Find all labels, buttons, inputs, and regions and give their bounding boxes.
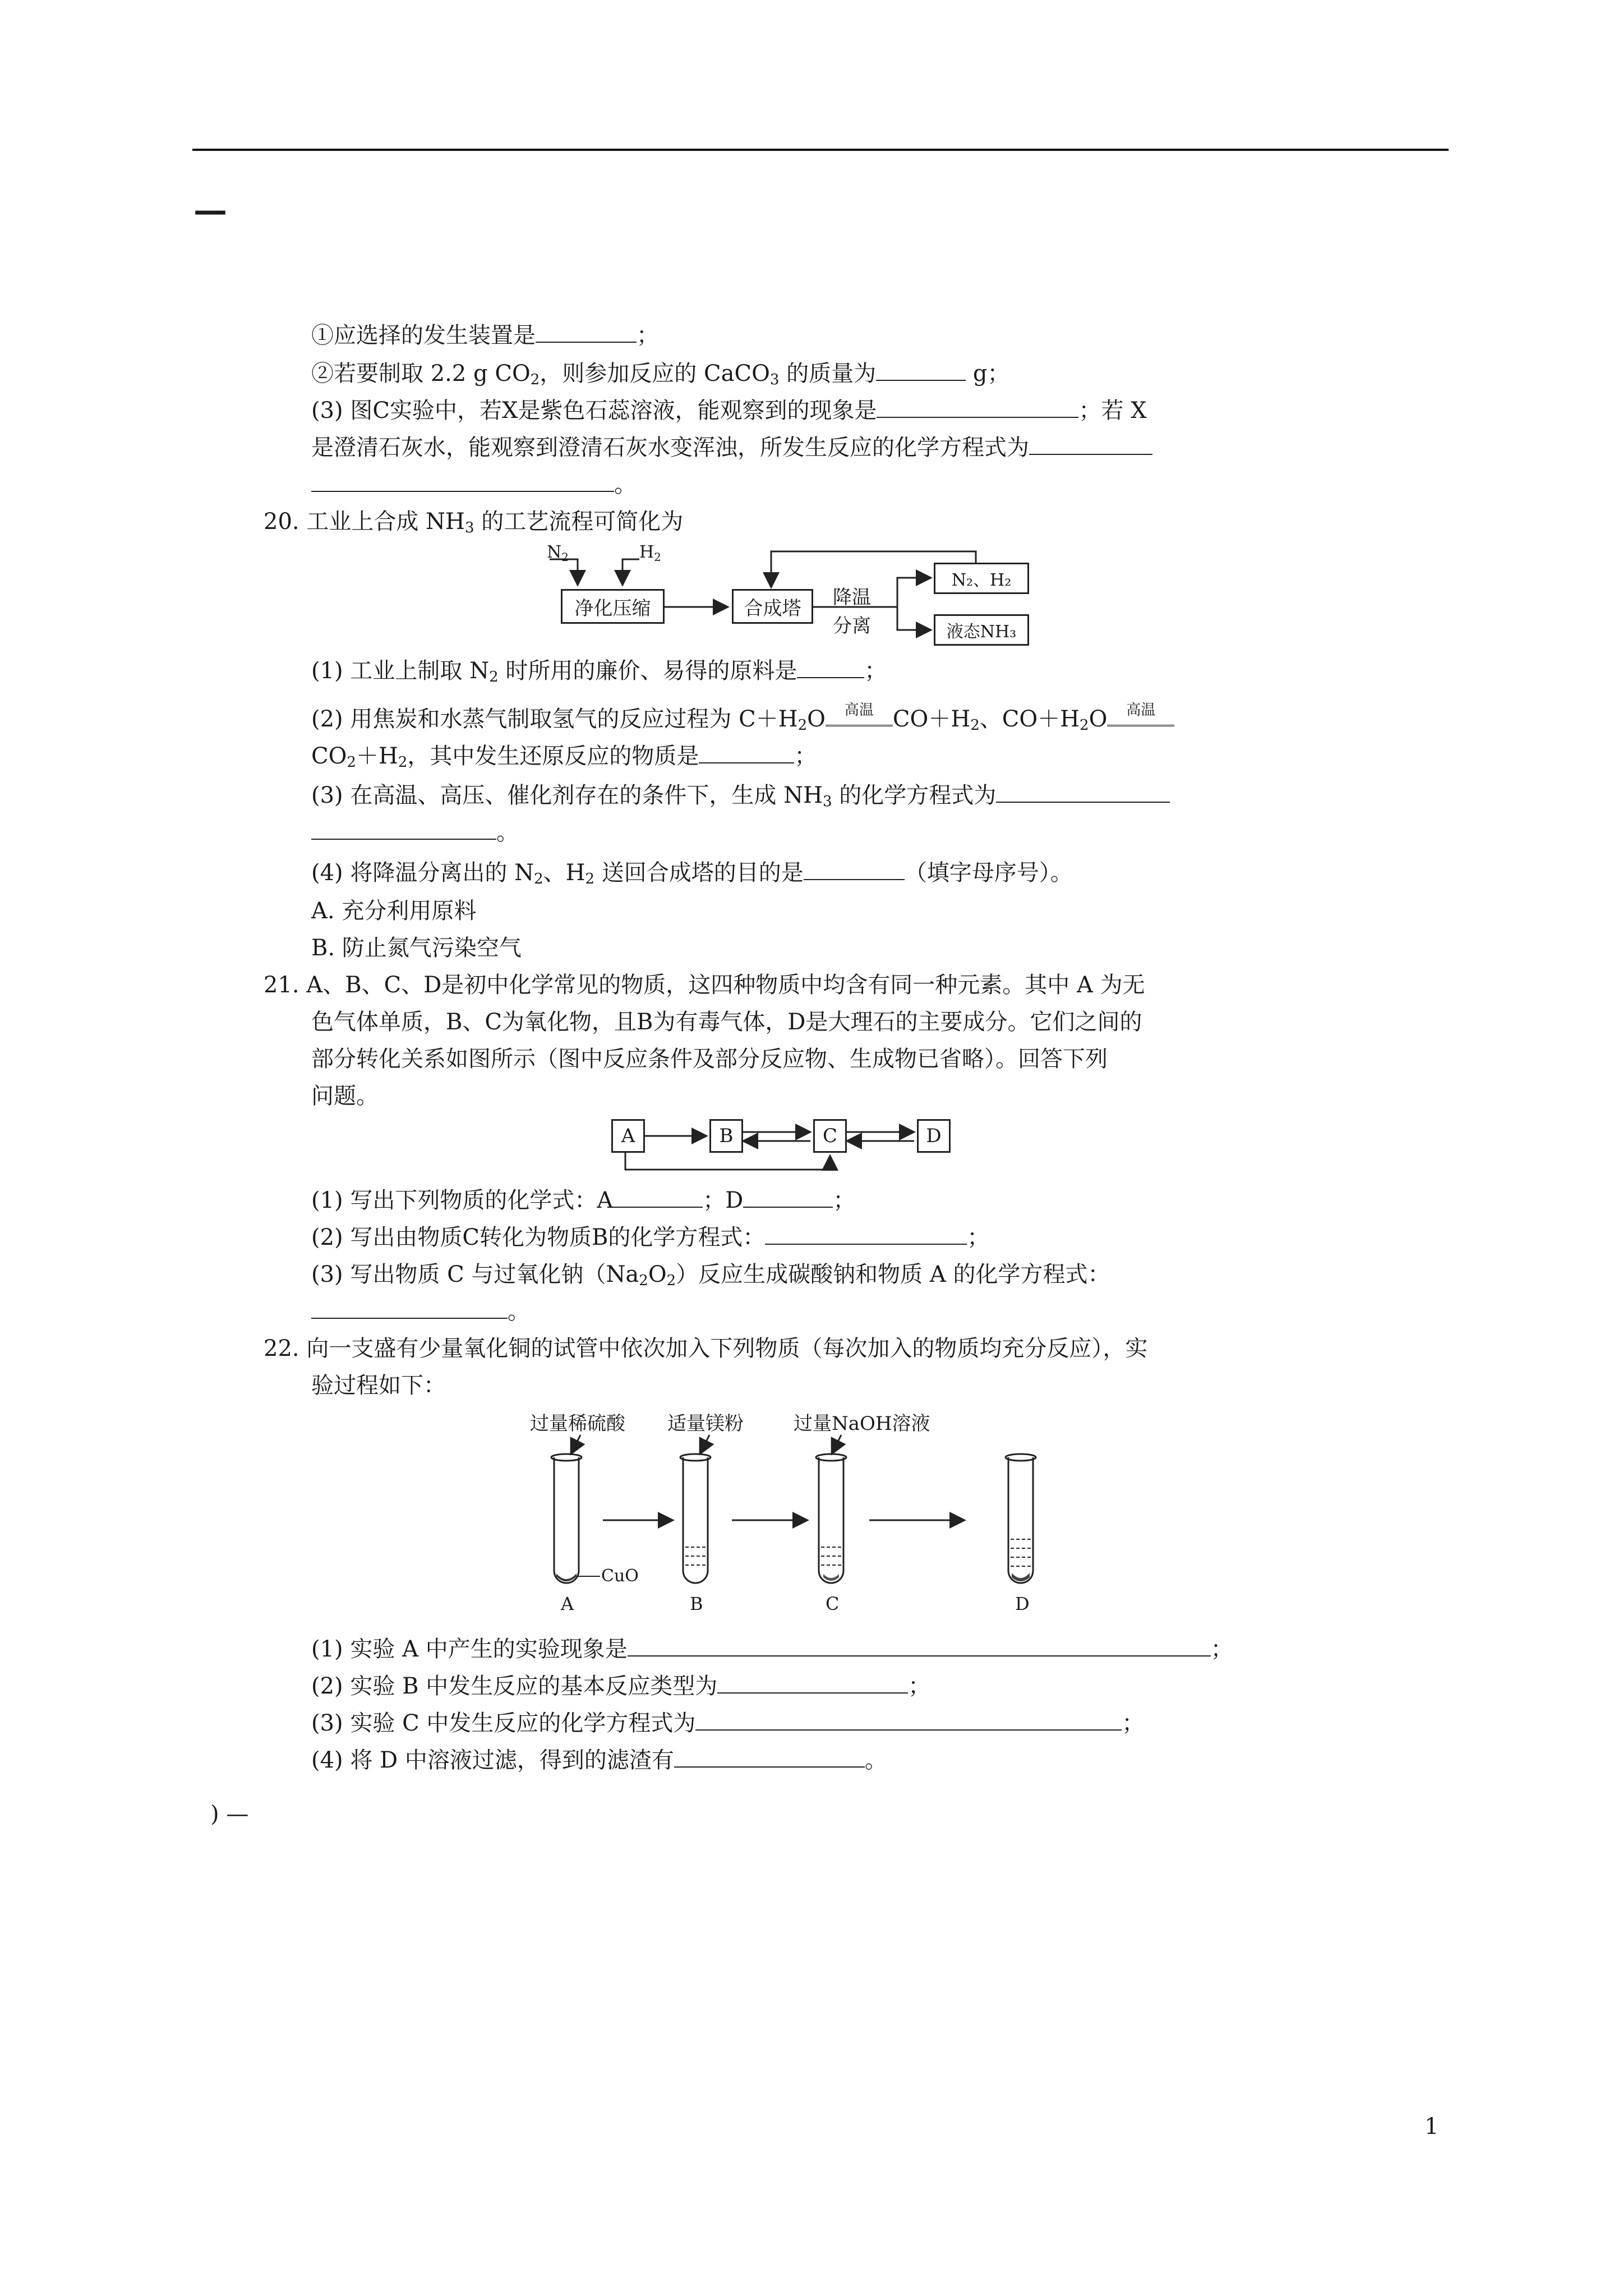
q21-stem-line3: 部分转化关系如图所示（图中反应条件及部分反应物、生成物已省略）。回答下列: [311, 1046, 1108, 1072]
q20-purify-box: 净化压缩: [561, 589, 665, 624]
header-rule: [192, 149, 1449, 151]
q20-part4: (4) 将降温分离出的 $N_2$、$H_2$ 送回合成塔的目的是 （填字母序号）。: [311, 860, 1073, 887]
q22-reagent-2: 适量镁粉: [667, 1412, 744, 1435]
q22-answer-blank-3[interactable]: [695, 1709, 1122, 1731]
q21-box-a: A: [611, 1119, 645, 1153]
q22-answer-blank-4[interactable]: [674, 1746, 865, 1768]
q20-option-b: B. 防止氮气污染空气: [311, 935, 522, 961]
q21-answer-blank-d[interactable]: [743, 1186, 833, 1208]
q20-cool-label: 降温: [833, 586, 871, 609]
q21-stem-line2: 色气体单质，B、C为氧化物，且B为有毒气体，D是大理石的主要成分。它们之间的: [311, 1009, 1142, 1035]
q20-condition-high-temp-1: 高温: [826, 712, 893, 726]
q22-part2: (2) 实验 B 中发生反应的基本反应类型为 ；: [311, 1673, 931, 1699]
q20-answer-blank-1[interactable]: [797, 657, 864, 678]
q20-option-a: A. 充分利用原料: [311, 898, 477, 924]
q19-line4: 是澄清石灰水，能观察到澄清石灰水变浑浊，所发生反应的化学方程式为: [311, 433, 1152, 462]
q20-answer-blank-3a[interactable]: [996, 781, 1170, 803]
q21-relation-diagram: [611, 1116, 959, 1184]
q21-answer-blank-a[interactable]: [613, 1186, 703, 1208]
q20-part2-cont: $CO_2+H_2$，其中发生还原反应的物质是 ；: [311, 743, 817, 771]
q19-line5: 。: [311, 470, 637, 499]
q22-part4: (4) 将 D 中溶液过滤，得到的滤渣有 。: [311, 1747, 887, 1773]
q20-answer-blank-2[interactable]: [699, 742, 794, 763]
q22-test-tube-diagram: [522, 1408, 1082, 1632]
q20-part3-cont: 。: [311, 818, 519, 847]
q22-tube-label-b: B: [690, 1593, 703, 1614]
q22-reagent-1: 过量稀硫酸: [530, 1412, 625, 1435]
q21-box-d: D: [917, 1119, 951, 1153]
q22-part3: (3) 实验 C 中发生反应的化学方程式为 ；: [311, 1710, 1145, 1736]
q19-line2: ②若要制取 2.2 g $CO_2$，则参加反应的 CaCO$_3$ 的质量为 g；: [311, 361, 1010, 388]
q20-n2-label: $N_2$: [547, 542, 569, 564]
q22-tube-label-a: A: [561, 1593, 574, 1614]
q19-answer-blank-4b[interactable]: [311, 471, 614, 492]
page-number: 1: [1424, 2114, 1439, 2139]
q20-answer-blank-4[interactable]: [804, 859, 905, 880]
q22-tubes-drawing: [522, 1408, 1082, 1632]
q20-title: 20. 工业上合成 $NH_3$ 的工艺流程可简化为: [264, 509, 684, 536]
q20-part2: (2) 用焦炭和水蒸气制取氢气的反应过程为 $C+H_2O$ 高温 $CO+H_2$、$CO+H_2O$ 高温: [311, 705, 1174, 740]
q20-part1: (1) 工业上制取 $N_2$ 时所用的廉价、易得的原料是 ；: [311, 658, 887, 685]
q20-liquid-nh3-box: 液态NH₃: [934, 614, 1029, 646]
q19-line1: ①应选择的发生装置是 ；: [311, 323, 659, 348]
q20-part3: (3) 在高温、高压、催化剂存在的条件下，生成 $NH_3$ 的化学方程式为: [311, 781, 1170, 816]
q20-h2-label: $H_2$: [639, 542, 661, 564]
q21-relation-arrows: [611, 1116, 959, 1184]
q20-answer-blank-3b[interactable]: [311, 818, 496, 840]
q22-stem-line1: 22. 向一支盛有少量氧化铜的试管中依次加入下列物质（每次加入的物质均充分反应），实: [264, 1336, 1148, 1361]
q22-reagent-3: 过量NaOH溶液: [794, 1412, 930, 1435]
q22-stem-line2: 验过程如下：: [311, 1373, 446, 1398]
q20-flow-diagram: [538, 542, 1043, 659]
footer-mark: ) —: [210, 1801, 249, 1827]
q21-part2: (2) 写出由物质C转化为物质B的化学方程式： ；: [311, 1225, 990, 1250]
q20-separate-label: 分离: [833, 615, 871, 637]
q21-answer-blank-3[interactable]: [311, 1297, 508, 1319]
q19-answer-blank-4a[interactable]: [1029, 434, 1152, 455]
q19-answer-blank-1[interactable]: [536, 321, 637, 343]
q21-part3-cont: 。: [311, 1297, 530, 1326]
q20-recycle-box: N₂、H₂: [934, 563, 1029, 594]
q19-line3: (3) 图C实验中，若X是紫色石蕊溶液，能观察到的现象是 ；若 X: [311, 398, 1147, 424]
q19-answer-blank-3[interactable]: [877, 397, 1078, 418]
q21-answer-blank-2[interactable]: [765, 1223, 967, 1245]
q21-part1: (1) 写出下列物质的化学式：A ；D ；: [311, 1188, 856, 1213]
q22-tube-label-d: D: [1015, 1593, 1030, 1614]
q22-answer-blank-2[interactable]: [717, 1672, 908, 1694]
q21-stem-line4: 问题。: [311, 1083, 379, 1109]
q22-tube-label-c: C: [826, 1593, 840, 1614]
q22-part1: (1) 实验 A 中产生的实验现象是 ；: [311, 1636, 1233, 1662]
q21-part3: (3) 写出物质 C 与过氧化钠$(Na_2O_2)$反应生成碳酸钠和物质 A 的化学方程式：: [311, 1262, 1110, 1289]
q21-box-c: C: [813, 1119, 847, 1153]
q20-tower-box: 合成塔: [732, 589, 813, 624]
q19-answer-blank-2[interactable]: [876, 360, 966, 381]
q22-answer-blank-1[interactable]: [628, 1635, 1211, 1657]
q22-cuo-label: CuO: [601, 1566, 639, 1586]
q21-stem-line1: 21. A、B、C、D是初中化学常见的物质，这四种物质中均含有同一种元素。其中 A 为无: [264, 972, 1145, 998]
q21-box-b: B: [709, 1119, 743, 1153]
header-dash: —: [193, 191, 227, 230]
q20-condition-high-temp-2: 高温: [1107, 712, 1174, 726]
